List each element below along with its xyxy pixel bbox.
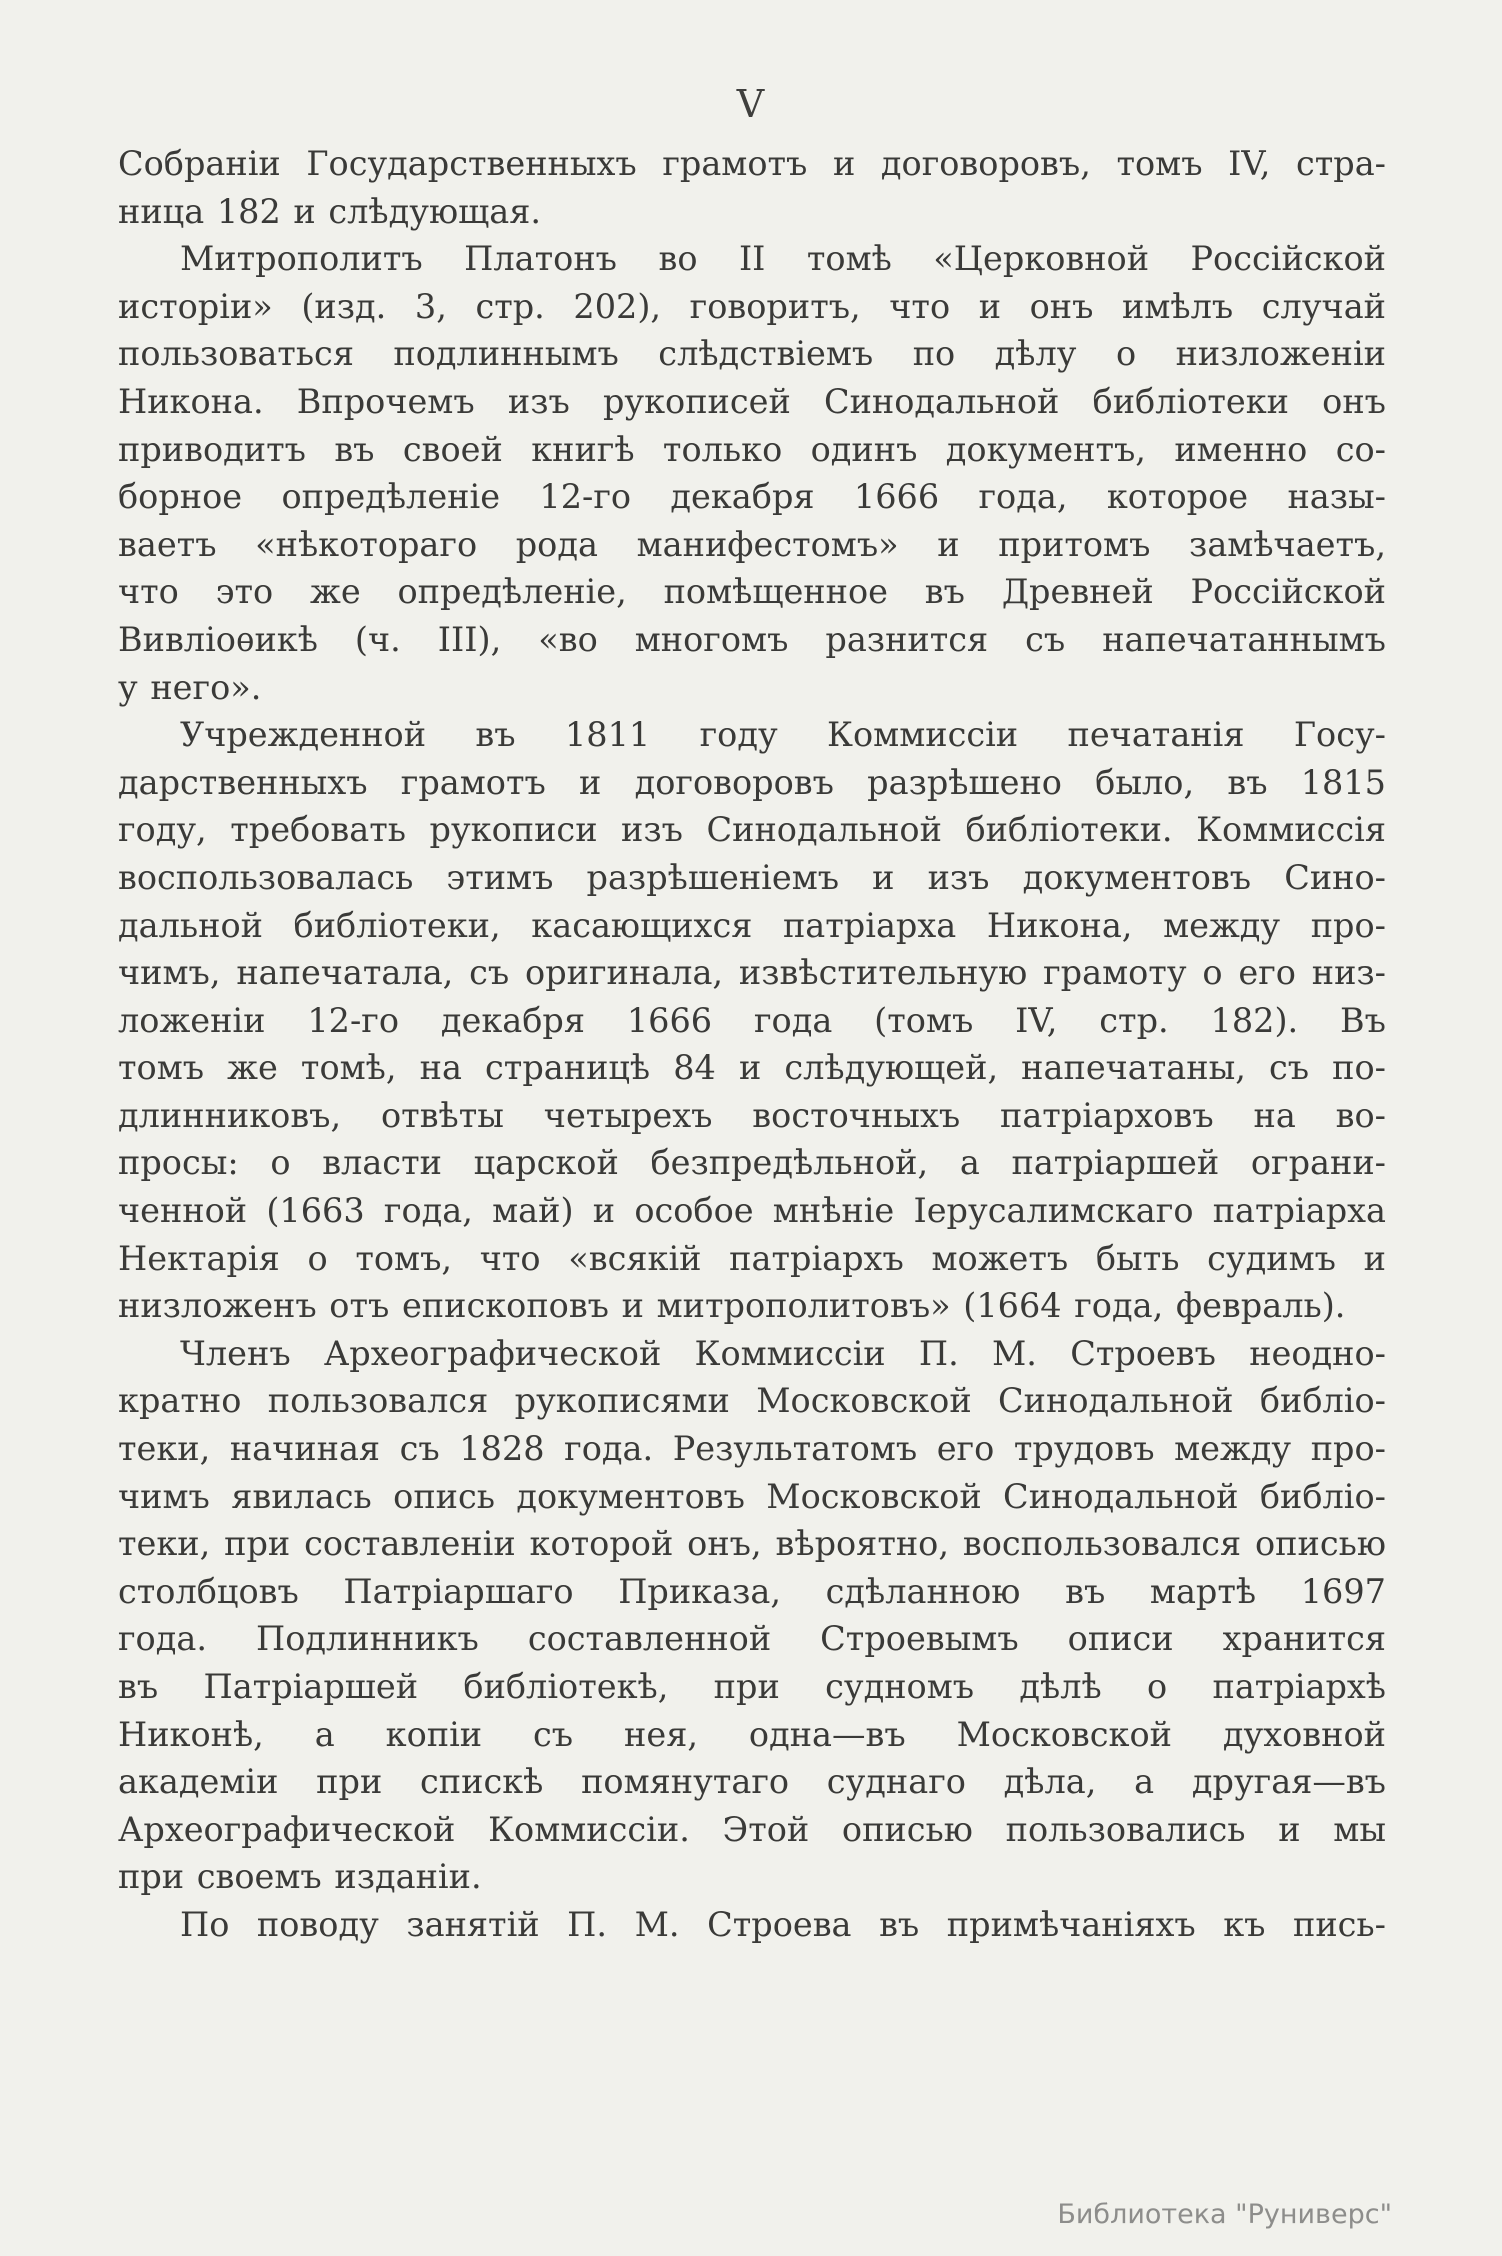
text-line: при своемъ изданіи. [118, 1857, 482, 1897]
text-line: дарственныхъ грамотъ и договоровъ разрѣшено было, въ 1815 [118, 762, 1386, 802]
text-line: воспользовалась этимъ разрѣшеніемъ и изъ документовъ Сино- [118, 857, 1386, 897]
text-line: академіи при спискѣ помянутаго суднаго дѣла, а другая—въ [118, 1762, 1386, 1802]
text-line: Собраніи Государственныхъ грамотъ и договоровъ, томъ IV, стра- [118, 144, 1386, 183]
text-line: Членъ Археографической Коммиссіи П. М. Строевъ неодно- [180, 1333, 1386, 1373]
text-line: Митрополитъ Платонъ во II томѣ «Церковной Россійской [180, 239, 1386, 279]
text-line: Учрежденной въ 1811 году Коммиссіи печатанія Госу- [180, 715, 1386, 755]
text-line: Никонѣ, а копіи съ нея, одна—въ Московской духовной [118, 1714, 1386, 1754]
text-line: пользоваться подлиннымъ слѣдствіемъ по дѣлу о низложеніи [118, 334, 1386, 374]
text-line: исторіи» (изд. 3, стр. 202), говоритъ, что и онъ имѣлъ случай [118, 286, 1386, 326]
text-line: столбцовъ Патріаршаго Приказа, сдѣланною въ мартѣ 1697 [118, 1571, 1386, 1611]
text-line: въ Патріаршей библіотекѣ, при судномъ дѣлѣ о патріархѣ [118, 1667, 1386, 1706]
text-line: ваетъ «нѣкотораго рода манифестомъ» и притомъ замѣчаетъ, [118, 524, 1386, 564]
page-number: V [736, 82, 766, 126]
text-line: дальной библіотеки, касающихся патріарха Никона, между про- [118, 905, 1386, 945]
text-line: приводитъ въ своей книгѣ только одинъ документъ, именно со- [118, 429, 1386, 469]
text-line: теки, начиная съ 1828 года. Результатомъ его трудовъ между про- [118, 1429, 1386, 1469]
text-line: что это же опредѣленіе, помѣщенное въ Древней Россійской [118, 572, 1386, 612]
text-line: ченной (1663 года, май) и особое мнѣніе Іерусалимскаго патріарха [118, 1191, 1386, 1231]
text-line: у него». [118, 667, 262, 707]
text-line: кратно пользовался рукописями Московской Синодальной библіо- [118, 1381, 1386, 1421]
text-line: года. Подлинникъ составленной Строевымъ описи хранится [118, 1619, 1386, 1659]
text-line: чимъ явилась опись документовъ Московской Синодальной библіо- [118, 1476, 1386, 1516]
library-watermark: Библиотека "Руниверс" [1057, 2199, 1392, 2230]
text-line: низложенъ отъ епископовъ и митрополитовъ» (1664 года, февраль). [118, 1286, 1346, 1326]
text-line: Нектарія о томъ, что «всякій патріархъ можетъ быть судимъ и [118, 1238, 1386, 1278]
page-text-block [118, 140, 1386, 1949]
text-line: чимъ, напечатала, съ оригинала, извѣстительную грамоту о его низ- [118, 953, 1386, 993]
text-line: По поводу занятій П. М. Строева въ примѣчаніяхъ къ пись- [180, 1904, 1386, 1944]
text-line: ница 182 и слѣдующая. [118, 191, 542, 231]
text-line: длинниковъ, отвѣты четырехъ восточныхъ патріарховъ на во- [118, 1095, 1386, 1135]
text-line: Никона. Впрочемъ изъ рукописей Синодальной библіотеки онъ [118, 381, 1386, 421]
text-line: теки, при составленіи которой онъ, вѣроятно, воспользовался описью [118, 1524, 1386, 1564]
text-line: Вивліоѳикѣ (ч. III), «во многомъ разнится съ напечатаннымъ [118, 619, 1386, 659]
text-line: просы: о власти царской безпредѣльной, а патріаршей ограни- [118, 1143, 1386, 1183]
text-line: томъ же томѣ, на страницѣ 84 и слѣдующей, напечатаны, съ по- [118, 1048, 1386, 1088]
text-line: борное опредѣленіе 12-го декабря 1666 года, которое назы- [118, 477, 1386, 517]
text-line: Археографической Коммиссіи. Этой описью пользовались и мы [118, 1809, 1386, 1849]
text-line: ложеніи 12-го декабря 1666 года (томъ IV, стр. 182). Въ [118, 1000, 1386, 1040]
text-line: году, требовать рукописи изъ Синодальной библіотеки. Коммиссія [118, 810, 1386, 850]
